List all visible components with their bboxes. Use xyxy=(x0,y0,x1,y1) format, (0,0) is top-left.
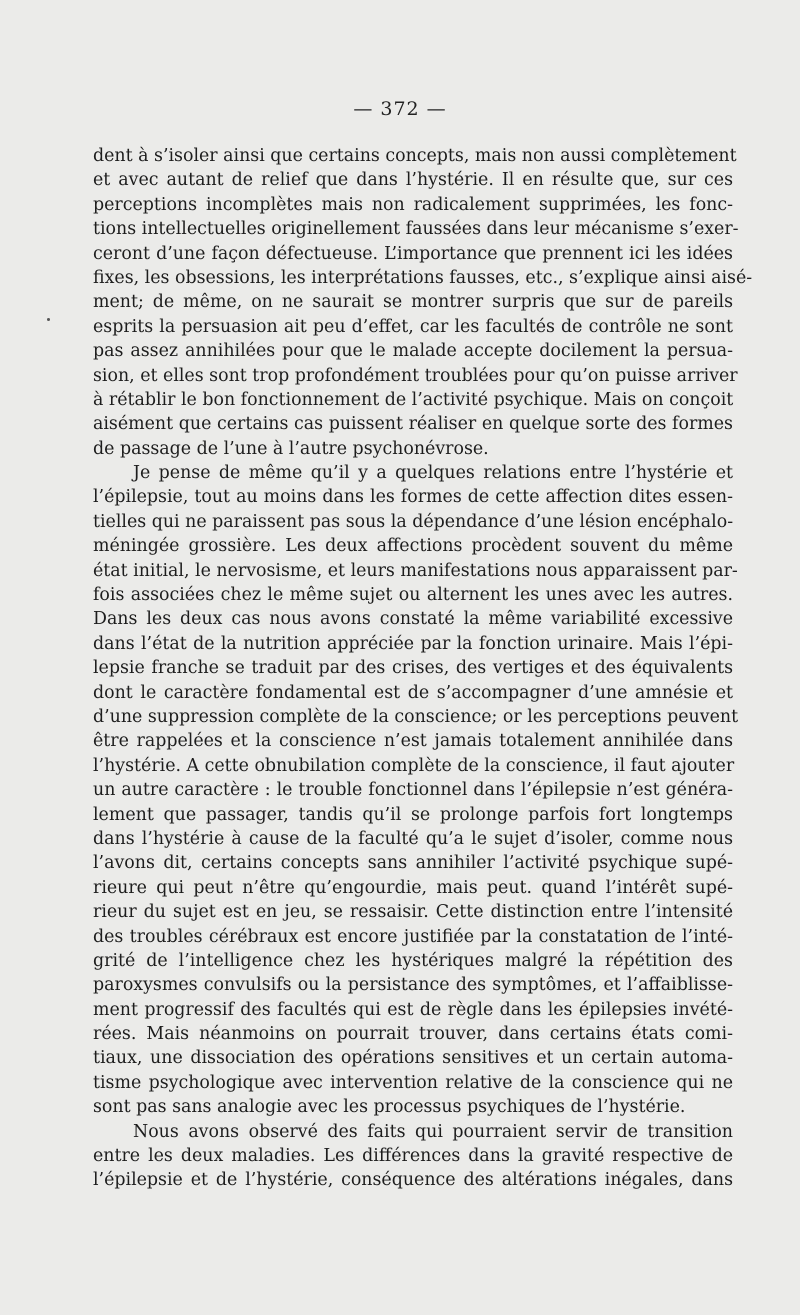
text-line: méningée grossière. Les deux affections procèdent souvent du même xyxy=(93,536,733,557)
text-line: rieur du sujet est en jeu, se ressaisir. Cette distinction entre l’intensité xyxy=(93,902,733,923)
text-line: entre les deux maladies. Les différences dans la gravité respective de xyxy=(93,1146,733,1167)
text-line: ment progressif des facultés qui est de règle dans les épilepsies invété- xyxy=(93,999,733,1020)
text-line: dans l’hystérie à cause de la faculté qu’a le sujet d’isoler, comme nous xyxy=(93,828,733,849)
text-line: tions intellectuelles originellement faussées dans leur mécanisme s’exer- xyxy=(93,219,739,240)
text-line: paroxysmes convulsifs ou la persistance des symptômes, et l’affaiblisse- xyxy=(93,975,733,996)
text-line: l’épilepsie et de l’hystérie, conséquence des altérations inégales, dans xyxy=(93,1170,733,1191)
text-line: un autre caractère : le trouble fonctionnel dans l’épilepsie n’est généra- xyxy=(93,780,733,801)
paragraph xyxy=(93,144,753,461)
text-line: ceront d’une façon défectueuse. L’importance que prennent ici les idées xyxy=(93,243,733,264)
text-line: tisme psychologique avec intervention relative de la conscience qui ne xyxy=(93,1072,733,1093)
text-line: rées. Mais néanmoins on pourrait trouver, dans certains états comi- xyxy=(93,1024,733,1045)
text-line: Dans les deux cas nous avons constaté la même variabilité excessive xyxy=(93,609,733,630)
body-text xyxy=(93,144,753,1193)
text-line: à rétablir le bon fonctionnement de l’activité psychique. Mais on conçoit xyxy=(93,389,734,410)
text-line: et avec autant de relief que dans l’hystérie. Il en résulte que, sur ces xyxy=(93,170,733,191)
text-line: grité de l’intelligence chez les hystériques malgré la répétition des xyxy=(93,950,733,971)
paragraph xyxy=(93,461,739,1120)
text-line: lement que passager, tandis qu’il se prolonge parfois fort longtemps xyxy=(93,804,733,825)
text-line: état initial, le nervosisme, et leurs manifestations nous apparaissent par- xyxy=(93,560,738,581)
text-line: d’une suppression complète de la conscience; or les perceptions peuvent xyxy=(93,706,739,727)
text-line: pas assez annihilées pour que le malade accepte docilement la persua- xyxy=(93,341,733,362)
text-line: esprits la persuasion ait peu d’effet, car les facultés de contrôle ne sont xyxy=(93,316,733,337)
text-line: fois associées chez le même sujet ou alternent les unes avec les autres. xyxy=(93,585,733,606)
text-line: de passage de l’une à l’autre psychonévrose. xyxy=(93,438,489,459)
text-line: fixes, les obsessions, les interprétations fausses, etc., s’explique ainsi aisé- xyxy=(93,267,753,288)
text-line: dans l’état de la nutrition appréciée par la fonction urinaire. Mais l’épi- xyxy=(93,633,733,654)
text-line: sion, et elles sont trop profondément troublées pour qu’on puisse arriver xyxy=(93,365,738,386)
text-line: Nous avons observé des faits qui pourraient servir de transition xyxy=(133,1121,733,1142)
text-line: lepsie franche se traduit par des crises, des vertiges et des équivalents xyxy=(93,658,733,679)
text-line: des troubles cérébraux est encore justifiée par la constatation de l’inté- xyxy=(93,926,733,947)
text-line: aisément que certains cas puissent réaliser en quelque sorte des formes xyxy=(93,414,733,435)
text-line: sont pas sans analogie avec les processus psychiques de l’hystérie. xyxy=(93,1097,686,1118)
text-line: perceptions incomplètes mais non radicalement supprimées, les fonc- xyxy=(93,194,733,215)
text-line: l’hystérie. A cette obnubilation complète de la conscience, il faut ajouter xyxy=(93,755,735,776)
text-line: ment; de même, on ne saurait se montrer surpris que sur de pareils xyxy=(93,292,733,313)
text-line: dent à s’isoler ainsi que certains concepts, mais non aussi complètement xyxy=(93,146,737,166)
text-line: dont le caractère fondamental est de s’accompagner d’une amnésie et xyxy=(93,682,733,703)
print-speck xyxy=(47,318,50,321)
text-line: Je pense de même qu’il y a quelques relations entre l’hystérie et xyxy=(133,463,733,484)
paragraph xyxy=(93,1120,733,1193)
text-line: rieure qui peut n’être qu’engourdie, mais peut. quand l’intérêt supé- xyxy=(93,877,733,898)
text-line: tiaux, une dissociation des opérations sensitives et un certain automa- xyxy=(93,1048,733,1069)
text-line: l’épilepsie, tout au moins dans les formes de cette affection dites essen- xyxy=(93,487,733,508)
page-number: — 372 — xyxy=(353,98,447,120)
text-line: être rappelées et la conscience n’est jamais totalement annihilée dans xyxy=(93,731,733,752)
text-line: l’avons dit, certains concepts sans annihiler l’activité psychique supé- xyxy=(93,853,733,874)
text-line: tielles qui ne paraissent pas sous la dépendance d’une lésion encéphalo- xyxy=(93,511,734,532)
